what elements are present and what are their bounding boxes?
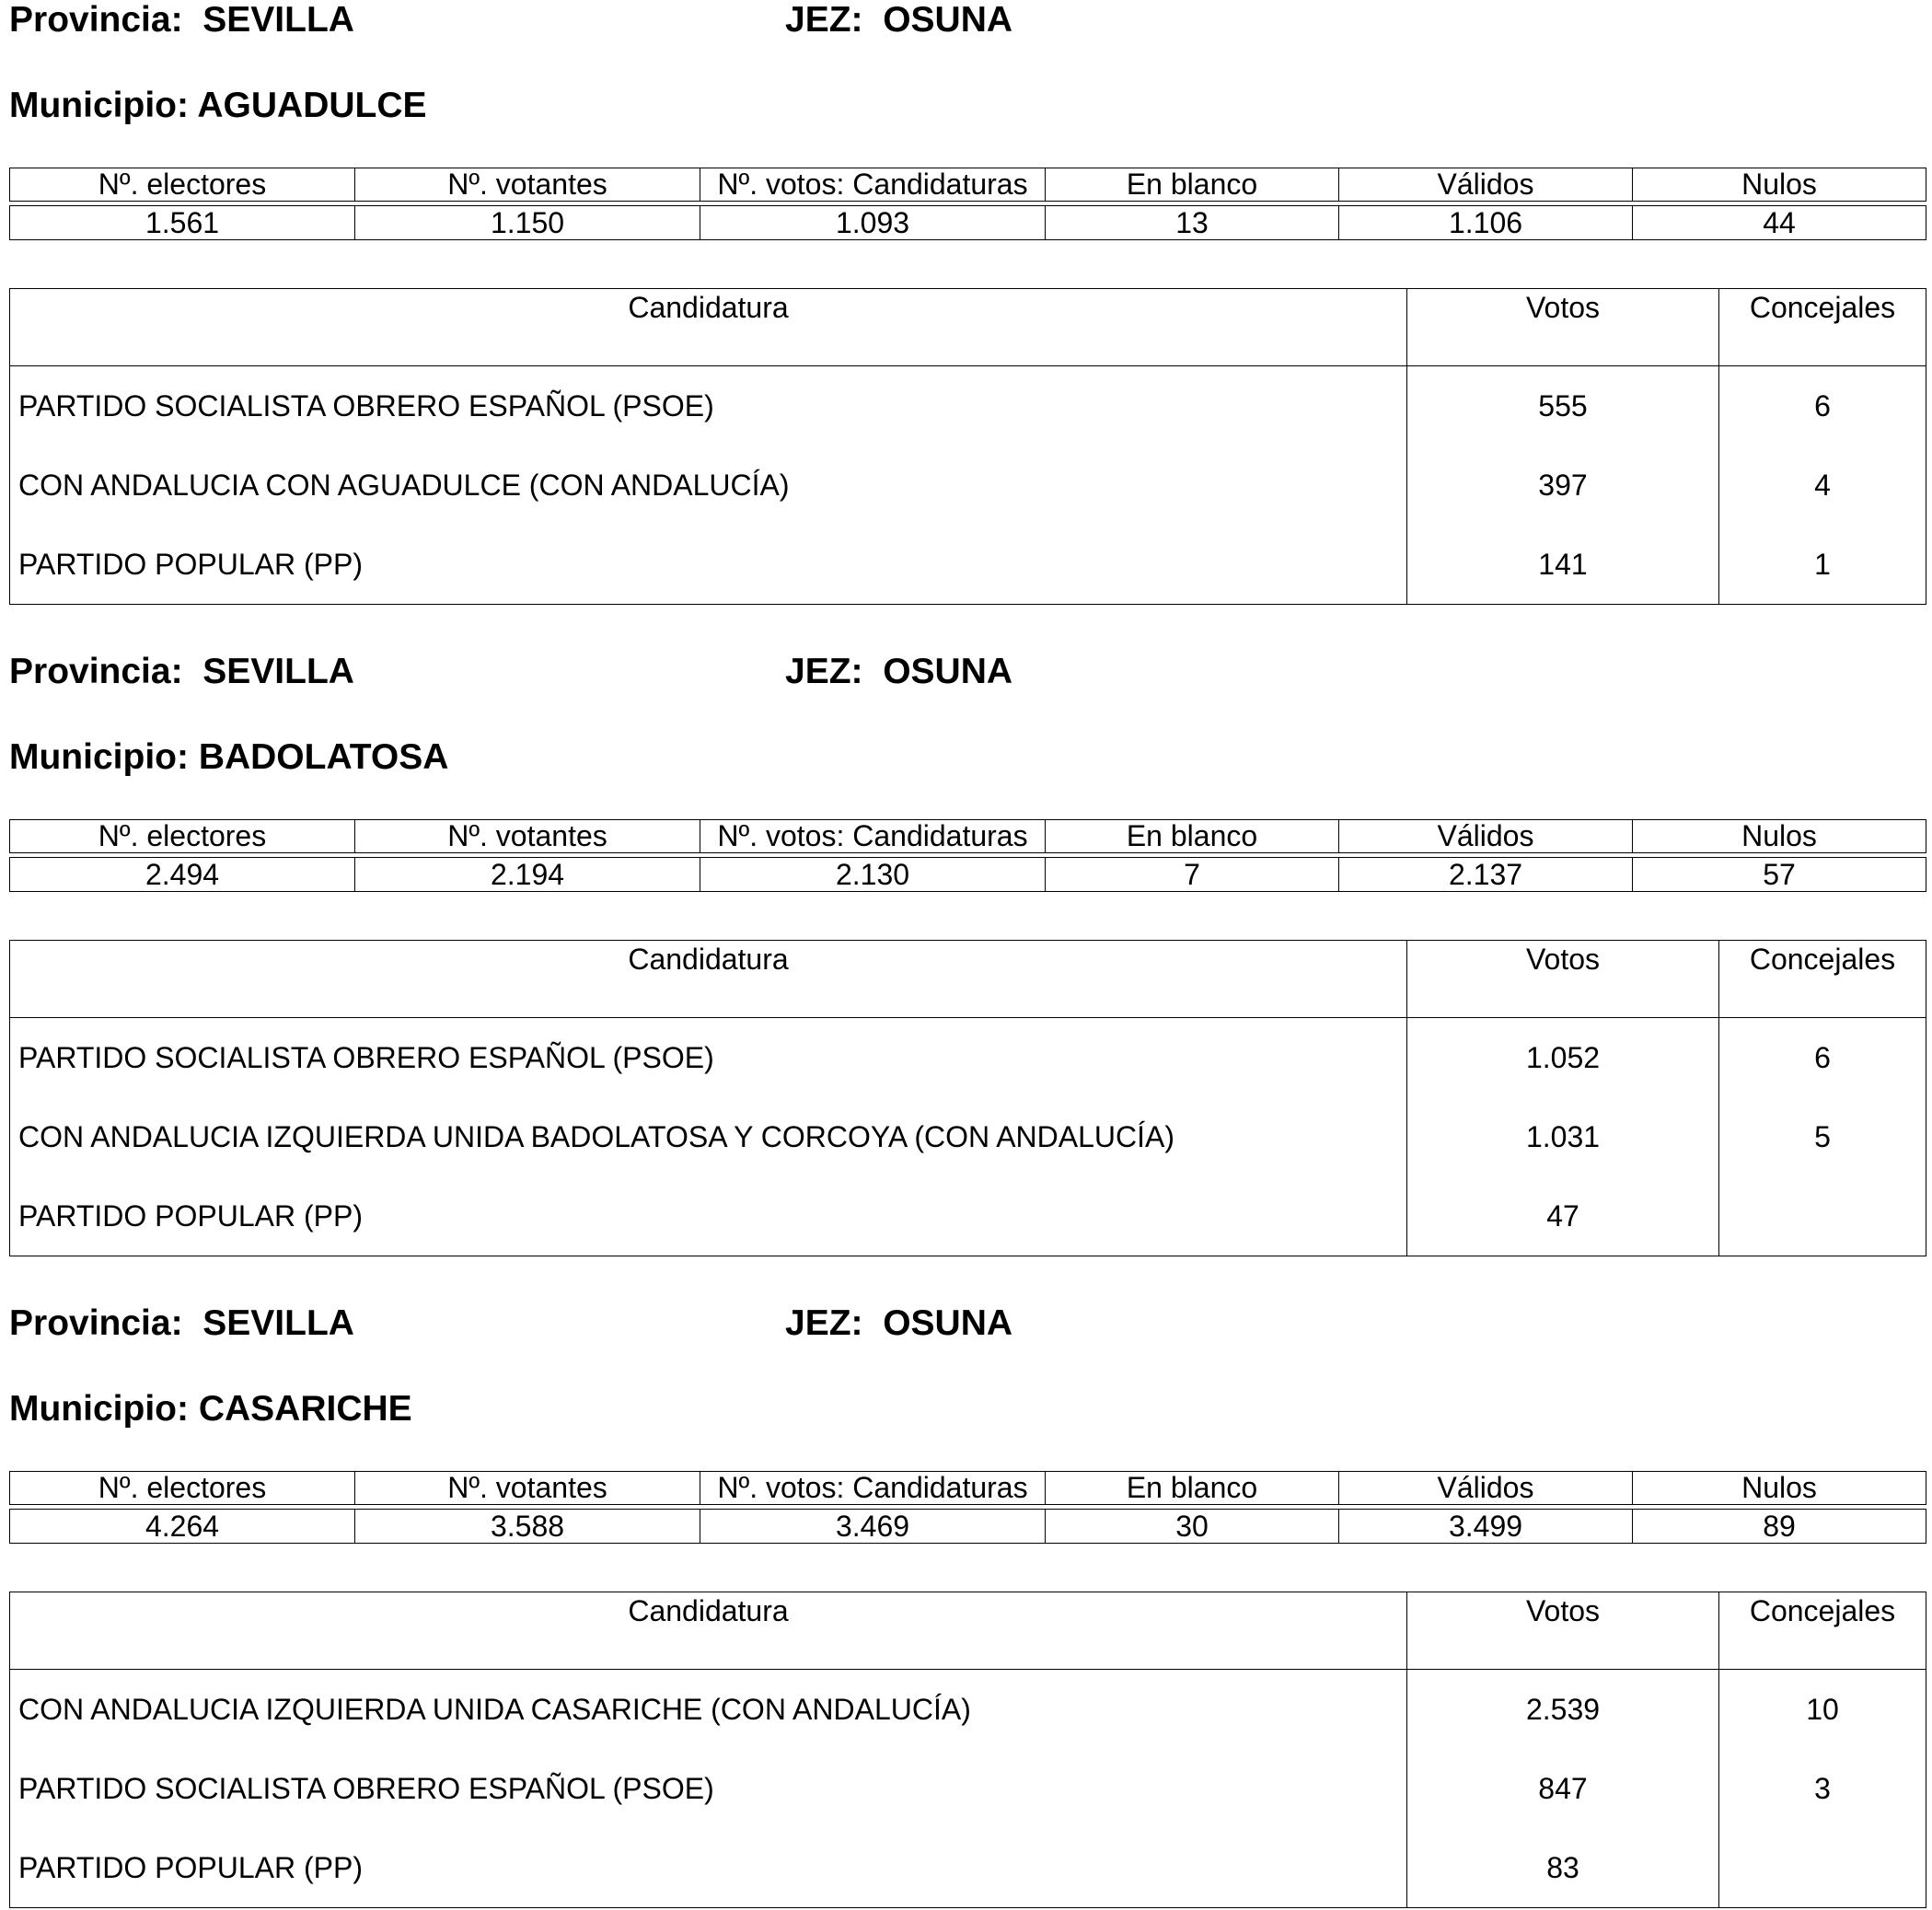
header-votantes: Nº. votantes [355, 820, 700, 853]
header-electores: Nº. electores [10, 168, 355, 202]
summary-header-row [10, 1472, 1926, 1505]
value-validos: 1.106 [1339, 206, 1633, 240]
municipality-title: Municipio: AGUADULCE [9, 86, 427, 125]
header-votos-candidaturas: Nº. votos: Candidaturas [700, 168, 1046, 202]
candidate-row [10, 1828, 1926, 1908]
value-votos-candidaturas: 2.130 [700, 858, 1046, 892]
province-line: Provincia: SEVILLA [9, 1303, 354, 1343]
candidate-votos: 47 [1407, 1176, 1719, 1256]
jez-line: JEZ: OSUNA [785, 652, 1013, 691]
header-votantes: Nº. votantes [355, 168, 700, 202]
candidates-table [9, 1592, 1926, 1908]
value-nulos: 44 [1633, 206, 1926, 240]
candidate-votos: 1.052 [1407, 1018, 1719, 1098]
candidate-votos: 2.539 [1407, 1670, 1719, 1750]
value-votantes: 1.150 [355, 206, 700, 240]
value-votos-candidaturas: 3.469 [700, 1510, 1046, 1544]
header-en-blanco: En blanco [1046, 1472, 1339, 1505]
candidate-name: PARTIDO SOCIALISTA OBRERO ESPAÑOL (PSOE) [10, 1749, 1407, 1828]
candidate-row [10, 525, 1926, 605]
province-value: SEVILLA [202, 652, 354, 691]
summary-values-row [10, 206, 1926, 240]
value-electores: 2.494 [10, 858, 355, 892]
header-en-blanco: En blanco [1046, 820, 1339, 853]
candidate-concejales [1719, 1176, 1926, 1256]
value-en-blanco: 13 [1046, 206, 1339, 240]
summary-table [9, 168, 1926, 240]
candidate-concejales: 4 [1719, 446, 1926, 525]
jez-value: OSUNA [883, 0, 1013, 40]
province-header [9, 1305, 1926, 1342]
value-votantes: 3.588 [355, 1510, 700, 1544]
header-concejales: Concejales [1719, 289, 1926, 366]
header-votos: Votos [1407, 289, 1719, 366]
header-votantes: Nº. votantes [355, 1472, 700, 1505]
value-electores: 4.264 [10, 1510, 355, 1544]
header-nulos: Nulos [1633, 1472, 1926, 1505]
jez-value: OSUNA [883, 652, 1013, 691]
candidate-row [10, 1097, 1926, 1176]
municipality-value: BADOLATOSA [198, 737, 449, 777]
candidate-name: CON ANDALUCIA CON AGUADULCE (CON ANDALUCÍA) [10, 446, 1407, 525]
candidate-concejales: 10 [1719, 1670, 1926, 1750]
value-en-blanco: 7 [1046, 858, 1339, 892]
jez-value: OSUNA [883, 1303, 1013, 1343]
candidate-concejales: 3 [1719, 1749, 1926, 1828]
candidate-name: PARTIDO POPULAR (PP) [10, 525, 1407, 605]
candidate-row [10, 1749, 1926, 1828]
value-en-blanco: 30 [1046, 1510, 1339, 1544]
candidate-concejales [1719, 1828, 1926, 1908]
candidate-row [10, 446, 1926, 525]
value-votos-candidaturas: 1.093 [700, 206, 1046, 240]
value-votantes: 2.194 [355, 858, 700, 892]
summary-table [9, 819, 1926, 892]
candidates-header-row [10, 289, 1926, 366]
candidates-table [9, 940, 1926, 1256]
candidate-votos: 397 [1407, 446, 1719, 525]
header-electores: Nº. electores [10, 1472, 355, 1505]
summary-values-row [10, 858, 1926, 892]
value-validos: 2.137 [1339, 858, 1633, 892]
header-votos-candidaturas: Nº. votos: Candidaturas [700, 1472, 1046, 1505]
municipality-value: CASARICHE [198, 1389, 412, 1429]
municipality-title: Municipio: CASARICHE [9, 1389, 412, 1429]
province-value: SEVILLA [202, 1303, 354, 1343]
municipality-value: AGUADULCE [197, 86, 427, 125]
candidate-name: CON ANDALUCIA IZQUIERDA UNIDA CASARICHE (CON ANDALUCÍA) [10, 1670, 1407, 1750]
candidate-votos: 847 [1407, 1749, 1719, 1828]
candidate-row [10, 1018, 1926, 1098]
candidate-votos: 141 [1407, 525, 1719, 605]
header-nulos: Nulos [1633, 168, 1926, 202]
value-electores: 1.561 [10, 206, 355, 240]
candidates-table [9, 288, 1926, 605]
header-en-blanco: En blanco [1046, 168, 1339, 202]
header-votos: Votos [1407, 1592, 1719, 1670]
header-votos-candidaturas: Nº. votos: Candidaturas [700, 820, 1046, 853]
candidate-row [10, 1176, 1926, 1256]
summary-values-row [10, 1510, 1926, 1544]
summary-table [9, 1471, 1926, 1544]
value-nulos: 89 [1633, 1510, 1926, 1544]
candidate-name: PARTIDO POPULAR (PP) [10, 1828, 1407, 1908]
candidates-header-row [10, 1592, 1926, 1670]
candidate-name: CON ANDALUCIA IZQUIERDA UNIDA BADOLATOSA Y CORCOYA (CON ANDALUCÍA) [10, 1097, 1407, 1176]
header-validos: Válidos [1339, 820, 1633, 853]
candidate-votos: 555 [1407, 366, 1719, 446]
header-electores: Nº. electores [10, 820, 355, 853]
header-candidatura: Candidatura [10, 289, 1407, 366]
candidate-name: PARTIDO POPULAR (PP) [10, 1176, 1407, 1256]
value-validos: 3.499 [1339, 1510, 1633, 1544]
header-candidatura: Candidatura [10, 941, 1407, 1018]
candidate-row [10, 1670, 1926, 1750]
province-header [9, 2, 1926, 39]
header-validos: Válidos [1339, 168, 1633, 202]
jez-line: JEZ: OSUNA [785, 0, 1013, 40]
candidates-header-row [10, 941, 1926, 1018]
header-concejales: Concejales [1719, 1592, 1926, 1670]
candidate-votos: 1.031 [1407, 1097, 1719, 1176]
jez-line: JEZ: OSUNA [785, 1303, 1013, 1343]
candidate-votos: 83 [1407, 1828, 1719, 1908]
header-nulos: Nulos [1633, 820, 1926, 853]
summary-header-row [10, 820, 1926, 853]
candidate-concejales: 5 [1719, 1097, 1926, 1176]
candidate-concejales: 6 [1719, 366, 1926, 446]
province-value: SEVILLA [202, 0, 354, 40]
candidate-concejales: 6 [1719, 1018, 1926, 1098]
header-votos: Votos [1407, 941, 1719, 1018]
candidate-name: PARTIDO SOCIALISTA OBRERO ESPAÑOL (PSOE) [10, 1018, 1407, 1098]
header-concejales: Concejales [1719, 941, 1926, 1018]
province-line: Provincia: SEVILLA [9, 0, 354, 40]
province-header [9, 654, 1926, 690]
header-validos: Válidos [1339, 1472, 1633, 1505]
value-nulos: 57 [1633, 858, 1926, 892]
province-line: Provincia: SEVILLA [9, 652, 354, 691]
candidate-concejales: 1 [1719, 525, 1926, 605]
municipality-title: Municipio: BADOLATOSA [9, 737, 449, 777]
summary-header-row [10, 168, 1926, 202]
header-candidatura: Candidatura [10, 1592, 1407, 1670]
candidate-name: PARTIDO SOCIALISTA OBRERO ESPAÑOL (PSOE) [10, 366, 1407, 446]
candidate-row [10, 366, 1926, 446]
